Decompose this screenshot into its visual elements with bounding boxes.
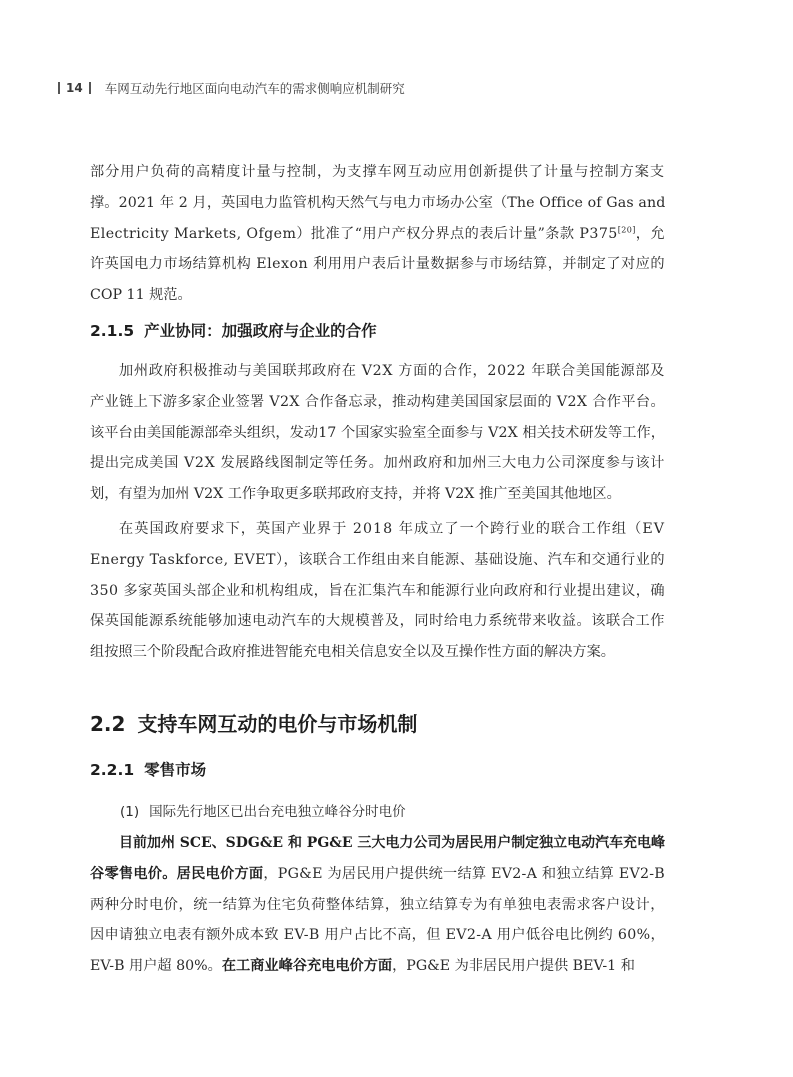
- text-line: 加州政府积极推动与美国联邦政府在 V2X 方面的合作，2022 年联合美国能源部及: [119, 363, 665, 379]
- text-line: 因申请独立电表有额外成本致 EV-B 用户占比不高，但 EV2-A 用户低谷电比例约 60%，: [90, 927, 665, 944]
- section-number: 2.2.1: [90, 761, 135, 779]
- header-title: 车网互动先行地区面向电动汽车的需求侧响应机制研究: [104, 81, 405, 96]
- section-heading-2-2-1: [90, 758, 206, 780]
- section-number: 2.2: [90, 712, 126, 736]
- text-line: 产业链上下游多家企业签署 V2X 合作备忘录，推动构建美国国家层面的 V2X 合作平台。: [90, 393, 665, 410]
- page-number: 14: [66, 81, 83, 95]
- text-line: 提出完成美国 V2X 发展路线图制定等任务。加州政府和加州三大电力公司深度参与该计: [90, 455, 665, 472]
- section-heading-2-1-5: [90, 319, 377, 341]
- header-divider: [58, 82, 60, 94]
- text-line: 该平台由美国能源部牵头组织，发动17 个国家实验室全面参与 V2X 相关技术研发等工作，: [90, 424, 665, 441]
- text-line: 部分用户负荷的高精度计量与控制，为支撑车网互动应用创新提供了计量与控制方案支: [90, 164, 665, 180]
- text-line: 撑。2021 年 2 月，英国电力监管机构天然气与电力市场办公室（The Office of Gas and: [90, 194, 666, 211]
- section-title: 零售市场: [144, 761, 207, 779]
- text-line: COP 11 规范。: [90, 287, 192, 304]
- text-line: EV-B 用户超 80%。在工商业峰谷充电电价方面，PG&E 为非居民用户提供 BEV-1 和: [90, 958, 635, 975]
- text-line: 组按照三个阶段配合政府推进智能充电相关信息安全以及互操作性方面的解决方案。: [90, 644, 615, 661]
- text-line: 许英国电力市场结算机构 Elexon 利用用户表后计量数据参与市场结算，并制定了对应的: [90, 256, 665, 273]
- section-title: 支持车网互动的电价与市场机制: [137, 712, 418, 736]
- text-line: 350 多家英国头部企业和机构组成，旨在汇集汽车和能源行业向政府和行业提出建议，确: [90, 582, 665, 599]
- section-heading-2-2: [90, 708, 417, 737]
- paragraph-california: [90, 356, 665, 510]
- text-line: 保英国能源系统能够加速电动汽车的大规模普及，同时给电力系统带来收益。该联合工作: [90, 613, 665, 630]
- text-line: 谷零售电价。居民电价方面，PG&E 为居民用户提供统一结算 EV2-A 和独立结算 EV2-B: [90, 865, 665, 882]
- citation-ref: [20]: [617, 224, 636, 234]
- text-line: Energy Taskforce, EVET），该联合工作组由来自能源、基础设施、汽车和交通行业的: [90, 551, 665, 568]
- text-line: 两种分时电价，统一结算为住宅负荷整体结算，独立结算专为有单独电表需求客户设计，: [90, 896, 665, 913]
- subsection-title: 国际先行地区已出台充电独立峰谷分时电价: [149, 804, 406, 820]
- text-line: 目前加州 SCE、SDG&E 和 PG&E 三大电力公司为居民用户制定独立电动汽车充电峰: [119, 835, 665, 851]
- paragraph-retail-tariff: [90, 828, 665, 982]
- paragraph-metering: [90, 157, 665, 311]
- subsection-heading-1: [120, 800, 406, 820]
- section-number: 2.1.5: [90, 322, 135, 340]
- subsection-number: (1): [120, 804, 140, 820]
- paragraph-uk: [90, 514, 665, 668]
- text-line: 划，有望为加州 V2X 工作争取更多联邦政府支持，并将 V2X 推广至美国其他地区。: [90, 486, 621, 503]
- text-line: 在英国政府要求下，英国产业界于 2018 年成立了一个跨行业的联合工作组（EV: [119, 521, 665, 537]
- header-divider: [89, 82, 91, 94]
- section-title: 产业协同：加强政府与企业的合作: [144, 322, 377, 340]
- text-line: Electricity Markets, Ofgem）批准了“用户产权分界点的表后计量”条款 P375[20]，允: [90, 224, 666, 242]
- running-header: [58, 79, 405, 97]
